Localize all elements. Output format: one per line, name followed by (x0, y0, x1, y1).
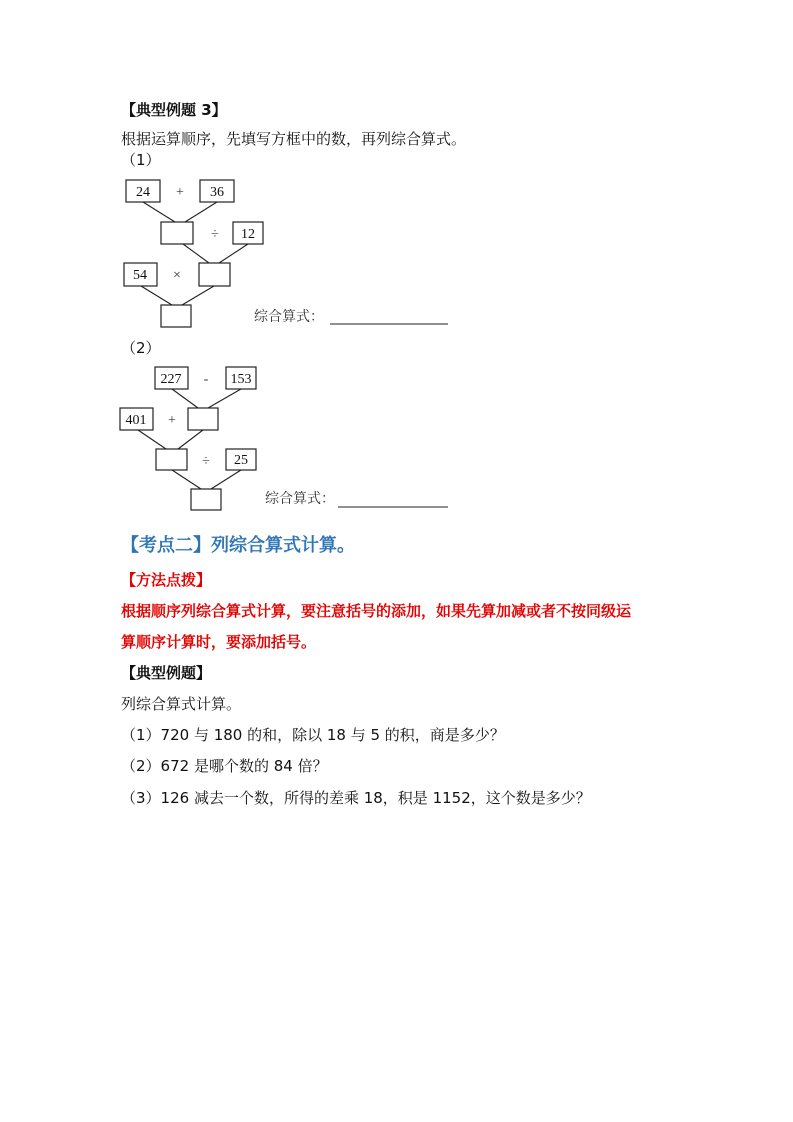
tree2-left-operand-number: 401 (125, 413, 147, 428)
tree1-box-top-left (126, 180, 160, 202)
tree2-mid-right-number: 25 (234, 453, 248, 468)
question-3: （3）126 减去一个数，所得的差乘 18，积是 1152，这个数是多少？ (121, 789, 591, 807)
tree1-box-result-blank[interactable] (161, 305, 191, 327)
tree2-edge (211, 470, 241, 489)
tree2-edge (178, 430, 203, 449)
tree1-edge (219, 244, 248, 263)
example-heading: 【典型例题】 (121, 664, 212, 682)
example3-instruction: 根据运算顺序，先填写方框中的数，再列综合算式。 (121, 130, 467, 148)
tree1-edge (141, 286, 172, 305)
example-intro: 列综合算式计算。 (121, 695, 242, 713)
tree2-box-top-left (155, 367, 188, 389)
tree1-top-right-number: 36 (210, 185, 224, 200)
method-heading: 【方法点拨】 (121, 571, 212, 589)
tree1-multiply-sign: × (173, 268, 181, 283)
tree2-box-difference-blank[interactable] (188, 408, 218, 430)
method-text-line1: 根据顺序列综合算式计算，要注意括号的添加，如果先算加减或者不按同级运 (121, 602, 632, 620)
tree1-edge (183, 244, 209, 263)
tree1-box-left-operand (124, 263, 157, 286)
tree-1 (124, 180, 448, 327)
tree1-left-operand-number: 54 (133, 268, 147, 283)
tree2-edge (172, 389, 198, 408)
tree2-box-sum-blank[interactable] (156, 449, 187, 470)
tree2-top-left-number: 227 (160, 372, 182, 387)
tree1-top-left-number: 24 (136, 185, 150, 200)
tree2-edge (138, 430, 166, 449)
tree2-divide-sign: ÷ (202, 454, 210, 469)
part1-label: （1） (121, 151, 161, 169)
tree1-box-quotient-blank[interactable] (199, 263, 230, 286)
tree1-box-sum-blank[interactable] (161, 222, 193, 244)
tree2-box-top-right (226, 367, 256, 389)
method-text-line2: 算顺序计算时，要添加括号。 (121, 633, 317, 651)
tree2-edge (208, 389, 241, 408)
tree1-edge (185, 202, 217, 222)
tree2-formula-label: 综合算式： (265, 491, 335, 507)
tree2-edge (172, 470, 201, 489)
tree2-plus-sign: + (168, 413, 176, 428)
tree1-plus-sign: + (176, 185, 184, 200)
calculation-tree-diagrams (0, 0, 793, 520)
tree-2 (120, 367, 448, 510)
tree2-top-right-number: 153 (230, 372, 252, 387)
part2-label: （2） (121, 339, 161, 357)
tree2-box-result-blank[interactable] (191, 489, 221, 510)
tree1-box-top-right (200, 180, 234, 202)
tree1-edge (182, 286, 214, 305)
section2-title: 【考点二】列综合算式计算。 (121, 535, 355, 556)
tree1-divide-sign: ÷ (211, 227, 219, 242)
tree1-formula-label: 综合算式： (254, 309, 324, 325)
example3-heading: 【典型例题 3】 (121, 101, 227, 119)
tree1-box-mid-right (233, 222, 263, 244)
tree2-minus-sign: - (203, 372, 209, 387)
tree2-box-left-operand (120, 408, 153, 430)
question-1: （1）720 与 180 的和，除以 18 与 5 的积，商是多少？ (121, 726, 505, 744)
question-2: （2）672 是哪个数的 84 倍？ (121, 757, 328, 775)
tree1-edge (143, 202, 175, 222)
tree1-mid-right-number: 12 (241, 227, 255, 242)
tree2-box-mid-right (226, 449, 256, 470)
